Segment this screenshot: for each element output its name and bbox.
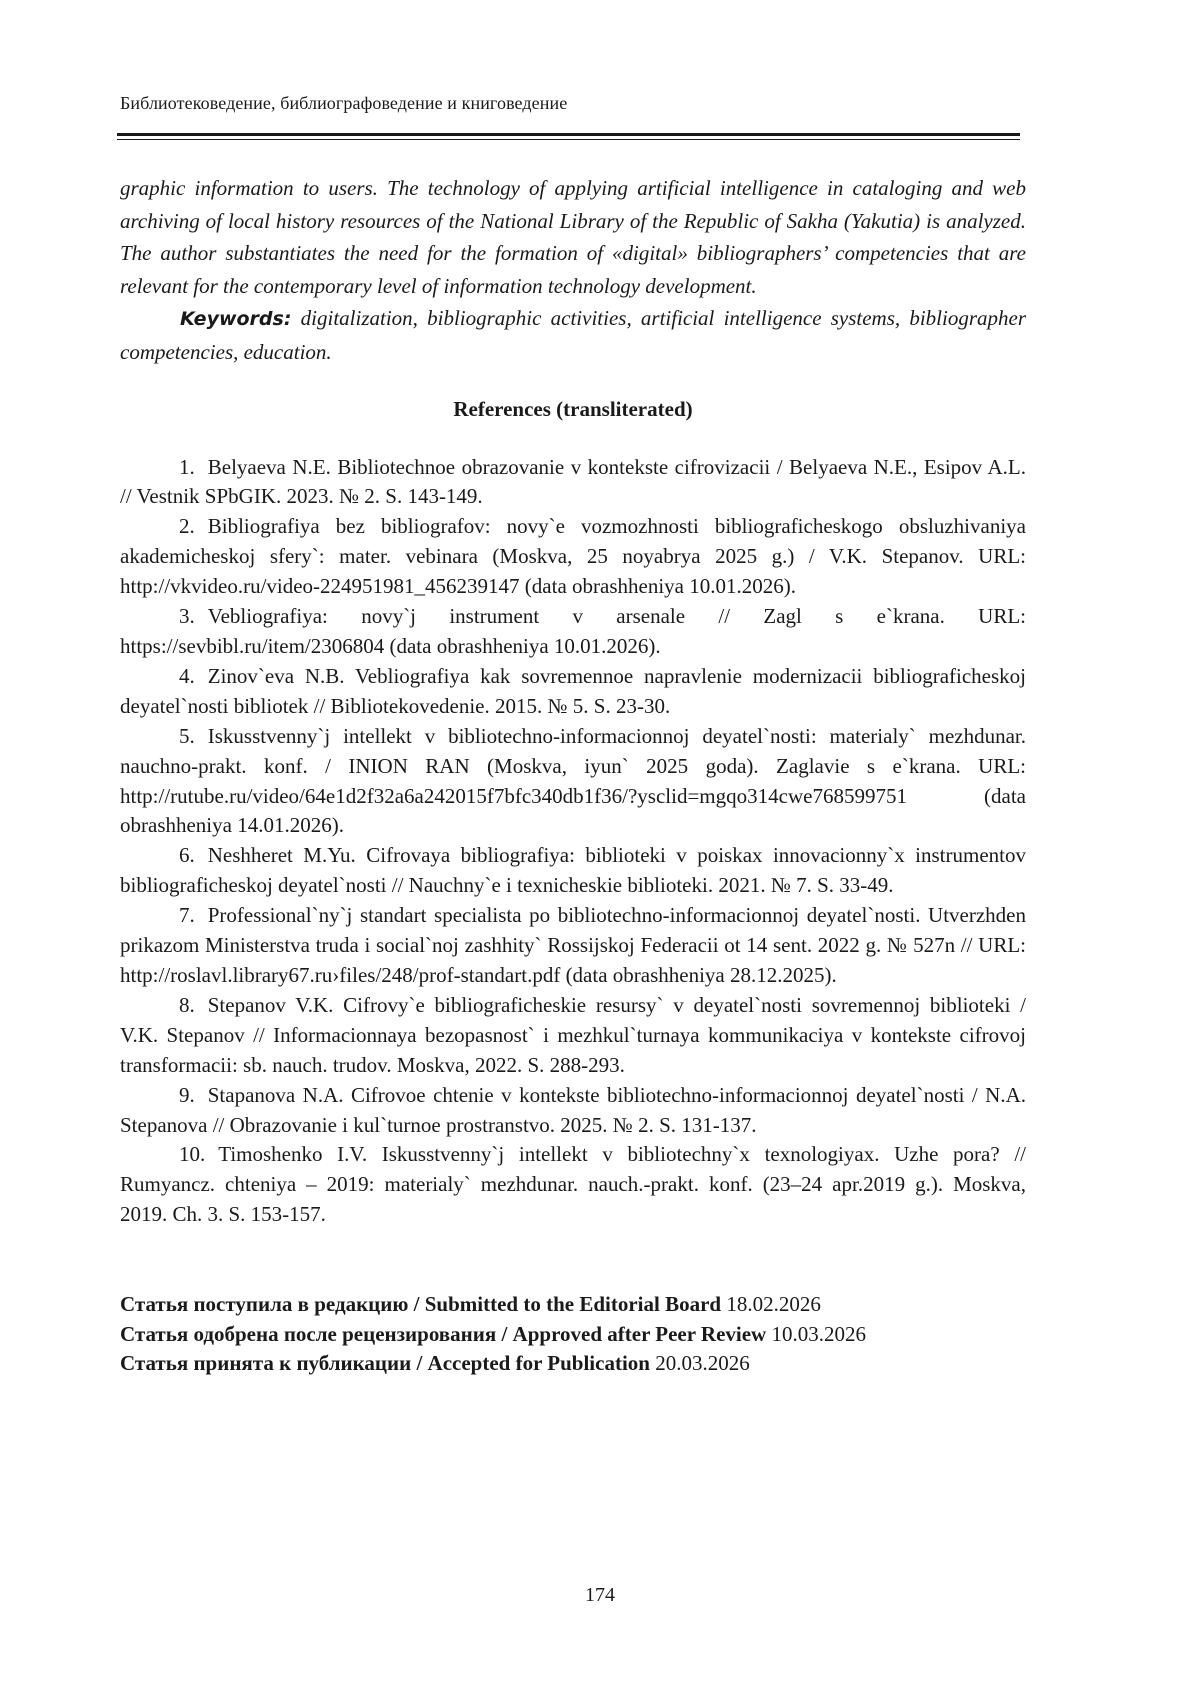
- reference-number: 8.: [179, 992, 195, 1017]
- reference-item: [120, 901, 1026, 991]
- references-title: References (transliterated): [453, 396, 693, 421]
- reference-text: Professional`ny`j standart specialista po bibliotechno-informacionnoj deyatel`nosti. Utverzhden prikazom Ministerstva truda i social`noj zashhity` Rossijskoj Federacii ot 14 sent. 2022 g. № 527n // URL: http://roslavl.library67.ru›files/248/prof-standart.pdf (data obrashheniya 28.12.2025).: [120, 903, 1026, 987]
- reference-text: Belyaeva N.E. Bibliotechnoe obrazovanie v kontekste cifrovizacii / Belyaeva N.E., Esipov A.L. // Vestnik SPbGIK. 2023. № 2. S. 143-149.: [120, 454, 1026, 509]
- accepted-date: 20.03.2026: [655, 1351, 750, 1376]
- reference-item: [120, 841, 1026, 901]
- reference-item: [120, 1081, 1026, 1141]
- reference-text: Stepanov V.K. Cifrovy`e bibliograficheskie resursy` v deyatel`nosti sovremennoj biblioteki / V.K. Stepanov // Informacionnaya bezopasnost` i mezhkul`turnaya kommunikaciya v kontekste cifrovoj transformacii: sb. nauch. trudov. Moskva, 2022. S. 288-293.: [120, 992, 1026, 1077]
- header-rule-thick: [117, 133, 1020, 136]
- submitted-line: [120, 1290, 1026, 1320]
- submitted-date: 18.02.2026: [726, 1292, 821, 1317]
- approved-date: 10.03.2026: [771, 1321, 866, 1346]
- reference-text: Timoshenko I.V. Iskusstvenny`j intellekt v bibliotechny`x texnologiyax. Uzhe pora? // Rumyancz. chteniya – 2019: materialy` mezhdunar. nauch.-prakt. konf. (23–24 apr.2019 g.). Moskva, 2019. Ch. 3. S. 153-157.: [120, 1142, 1026, 1227]
- reference-text: Bibliografiya bez bibliografov: novy`e vozmozhnosti bibliograficheskogo obsluzhivaniya akademicheskoj sfery`: mater. vebinara (Moskva, 25 noyabrya 2025 g.) / V.K. Stepanov. URL: http://vkvideo.ru/video-224951981_456239147 (data obrashheniya 10.01.2026).: [120, 514, 1026, 599]
- reference-item: [120, 512, 1026, 602]
- reference-text: Vebliografiya: novy`j instrument v arsenale // Zagl s e`krana. URL: https://sevbibl.ru/item/2306804 (data obrashheniya 10.01.2026).: [120, 604, 1026, 658]
- reference-number: 2.: [179, 514, 195, 539]
- accepted-line: [120, 1349, 1026, 1379]
- reference-number: 5.: [179, 723, 195, 748]
- page-number: 174: [585, 1584, 615, 1606]
- accepted-label: Статья принята к публикации / Accepted for Publication: [120, 1351, 650, 1376]
- reference-item: [120, 991, 1026, 1081]
- reference-item: [120, 722, 1026, 842]
- reference-text: Stapanova N.A. Cifrovoe chtenie v kontekste bibliotechno-informacionnoj deyatel`nosti / N.A. Stepanova // Obrazovanie i kul`turnoe prostranstvo. 2025. № 2. S. 131-137.: [120, 1082, 1026, 1137]
- submitted-label: Статья поступила в редакцию / Submitted to the Editorial Board: [120, 1292, 722, 1317]
- reference-text: Iskusstvenny`j intellekt v bibliotechno-informacionnoj deyatel`nosti: materialy` mezhdunar. nauchno-prakt. konf. / INION RAN (Moskva, iyun` 2025 goda). Zaglavie s e`krana. URL: http://rutube.ru/video/64e1d2f32a6a242015f7bfc340db1f36/?ysclid=mgqo314cwe768599751 (data obrashheniya 14.01.2026).: [120, 723, 1026, 838]
- reference-text: Neshheret M.Yu. Cifrovaya bibliografiya: biblioteki v poiskax innovacionny`x instrumentov bibliograficheskoj deyatel`nosti // Nauchny`e i texnicheskie biblioteki. 2021. № 7. S. 33-49.: [120, 843, 1026, 898]
- reference-item: [120, 453, 1026, 513]
- keywords-list: digitalization, bibliographic activities, artificial intelligence systems, bibliographer competencies, education.: [120, 306, 1027, 364]
- references-list: [120, 453, 1026, 1231]
- reference-number: 3.: [179, 604, 195, 629]
- approved-label: Статья одобрена после рецензирования / Approved after Peer Review: [120, 1321, 767, 1346]
- reference-number: 7.: [179, 903, 195, 928]
- keywords-paragraph: [120, 302, 1026, 368]
- running-header-title: Библиотековедение, библиографоведение и книговедение: [120, 93, 568, 113]
- abstract: [120, 172, 1026, 369]
- keywords-label: Keywords:: [180, 308, 292, 331]
- reference-number: 10.: [179, 1142, 206, 1167]
- approved-line: [120, 1320, 1026, 1350]
- abstract-text: graphic information to users. The technology of applying artificial intelligence in cataloging and web archiving of local history resources of the National Library of the Republic of Sakha (Yakutia) is analyzed. The author substantiates the need for the formation of «digital» bibliographers’ competencies that are relevant for the contemporary level of information technology development.: [120, 176, 1026, 298]
- reference-number: 4.: [179, 663, 195, 688]
- article-history: [120, 1290, 1026, 1379]
- reference-item: [120, 1140, 1026, 1230]
- reference-number: 6.: [179, 843, 195, 868]
- reference-item: [120, 602, 1026, 662]
- reference-text: Zinov`eva N.B. Vebliografiya kak sovremennoe napravlenie modernizacii bibliograficheskoj deyatel`nosti bibliotek // Bibliotekovedenie. 2015. № 5. S. 23-30.: [120, 663, 1026, 718]
- page-content: [120, 172, 1026, 1379]
- reference-item: [120, 662, 1026, 722]
- header-rule-thin: [117, 139, 1020, 140]
- reference-number: 1.: [179, 454, 195, 479]
- reference-number: 9.: [179, 1082, 195, 1107]
